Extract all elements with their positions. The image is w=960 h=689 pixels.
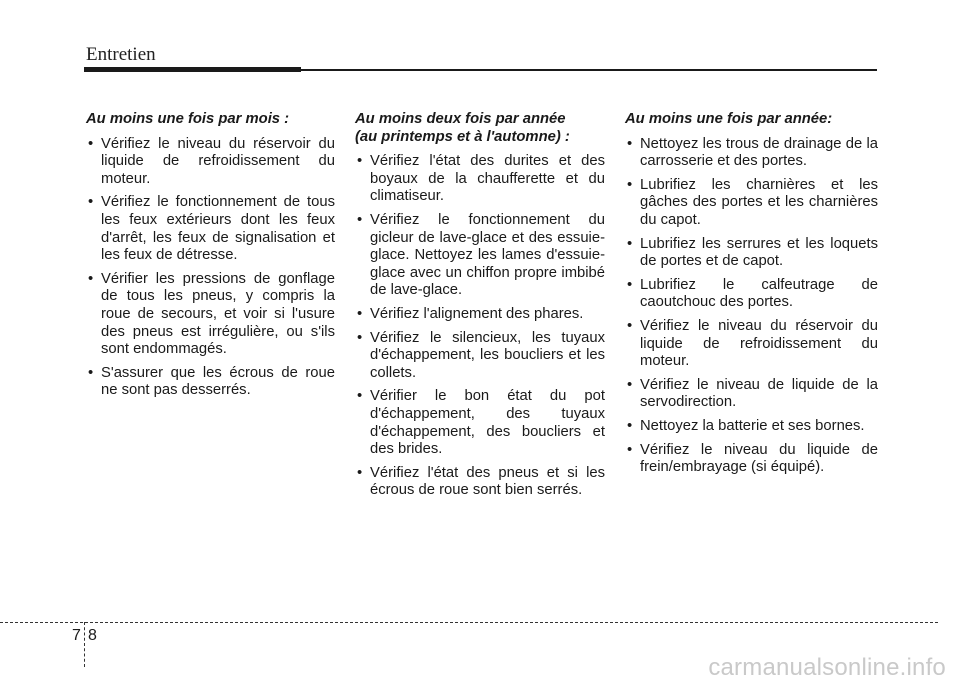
list-item: • S'assurer que les écrous de roue ne sont pas desserrés. xyxy=(86,365,335,400)
footer-dashed-divider xyxy=(84,622,85,667)
list-item: • Vérifiez le silencieux, les tuyaux d'échappement, les boucliers et les collets. xyxy=(355,330,605,383)
list-item: • Vérifiez le niveau de liquide de la servodirection. xyxy=(625,377,878,412)
page-number: 8 xyxy=(88,627,97,644)
header-rule-thin xyxy=(301,69,877,71)
footer-dashed-rule xyxy=(0,622,938,623)
header-rule-thick xyxy=(84,67,301,72)
column-twice-yearly xyxy=(355,111,605,506)
column-title: Au moins une fois par année: xyxy=(625,111,833,127)
list-item: • Lubrifiez les serrures et les loquets de portes et de capot. xyxy=(625,236,878,271)
column-title-line-1: Au moins deux fois par année xyxy=(355,111,566,127)
list-item: • Vérifiez le fonctionnement de tous les feux extérieurs dont les feux d'arrêt, les feux de signalisation et les feux de détresse. xyxy=(86,194,335,264)
column-title xyxy=(355,111,605,146)
list-item: • Vérifiez le fonctionnement du gicleur de lave-glace et des essuie-glace. Nettoyez les lames d'essuie-glace avec un chiffon propre imbibé de lave-glace. xyxy=(355,212,605,300)
list-item: • Vérifiez le niveau du réservoir du liquide de refroidissement du moteur. xyxy=(86,136,335,189)
list-item: • Lubrifiez les charnières et les gâches des portes et les charnières du capot. xyxy=(625,177,878,230)
column-yearly xyxy=(625,111,878,483)
column-title: Au moins une fois par mois : xyxy=(86,111,290,127)
list-item: • Vérifiez l'état des pneus et si les écrous de roue sont bien serrés. xyxy=(355,465,605,500)
chapter-number: 7 xyxy=(72,627,81,644)
page-header-title: Entretien xyxy=(86,44,156,65)
column-monthly xyxy=(86,111,335,406)
list-item: • Lubrifiez le calfeutrage de caoutchouc des portes. xyxy=(625,277,878,312)
list-item: • Vérifier le bon état du pot d'échappement, des tuyaux d'échappement, des boucliers et des brides. xyxy=(355,388,605,458)
list-item: • Vérifier les pressions de gonflage de tous les pneus, y compris la roue de secours, et voir si l'usure des pneus est irrégulière, ou s'ils sont endommagés. xyxy=(86,271,335,359)
list-item: • Vérifiez l'alignement des phares. xyxy=(355,306,605,324)
column-title-line-2: (au printemps et à l'automne) : xyxy=(355,128,570,145)
list-item: • Nettoyez les trous de drainage de la carrosserie et des portes. xyxy=(625,136,878,171)
checklist xyxy=(355,153,605,500)
checklist xyxy=(86,136,335,400)
list-item: • Vérifiez l'état des durites et des boyaux de la chaufferette et du climatiseur. xyxy=(355,153,605,206)
list-item: • Vérifiez le niveau du liquide de frein/embrayage (si équipé). xyxy=(625,442,878,477)
list-item: • Nettoyez la batterie et ses bornes. xyxy=(625,418,878,436)
watermark: carmanualsonline.info xyxy=(708,654,946,681)
checklist xyxy=(625,136,878,477)
list-item: • Vérifiez le niveau du réservoir du liquide de refroidissement du moteur. xyxy=(625,318,878,371)
